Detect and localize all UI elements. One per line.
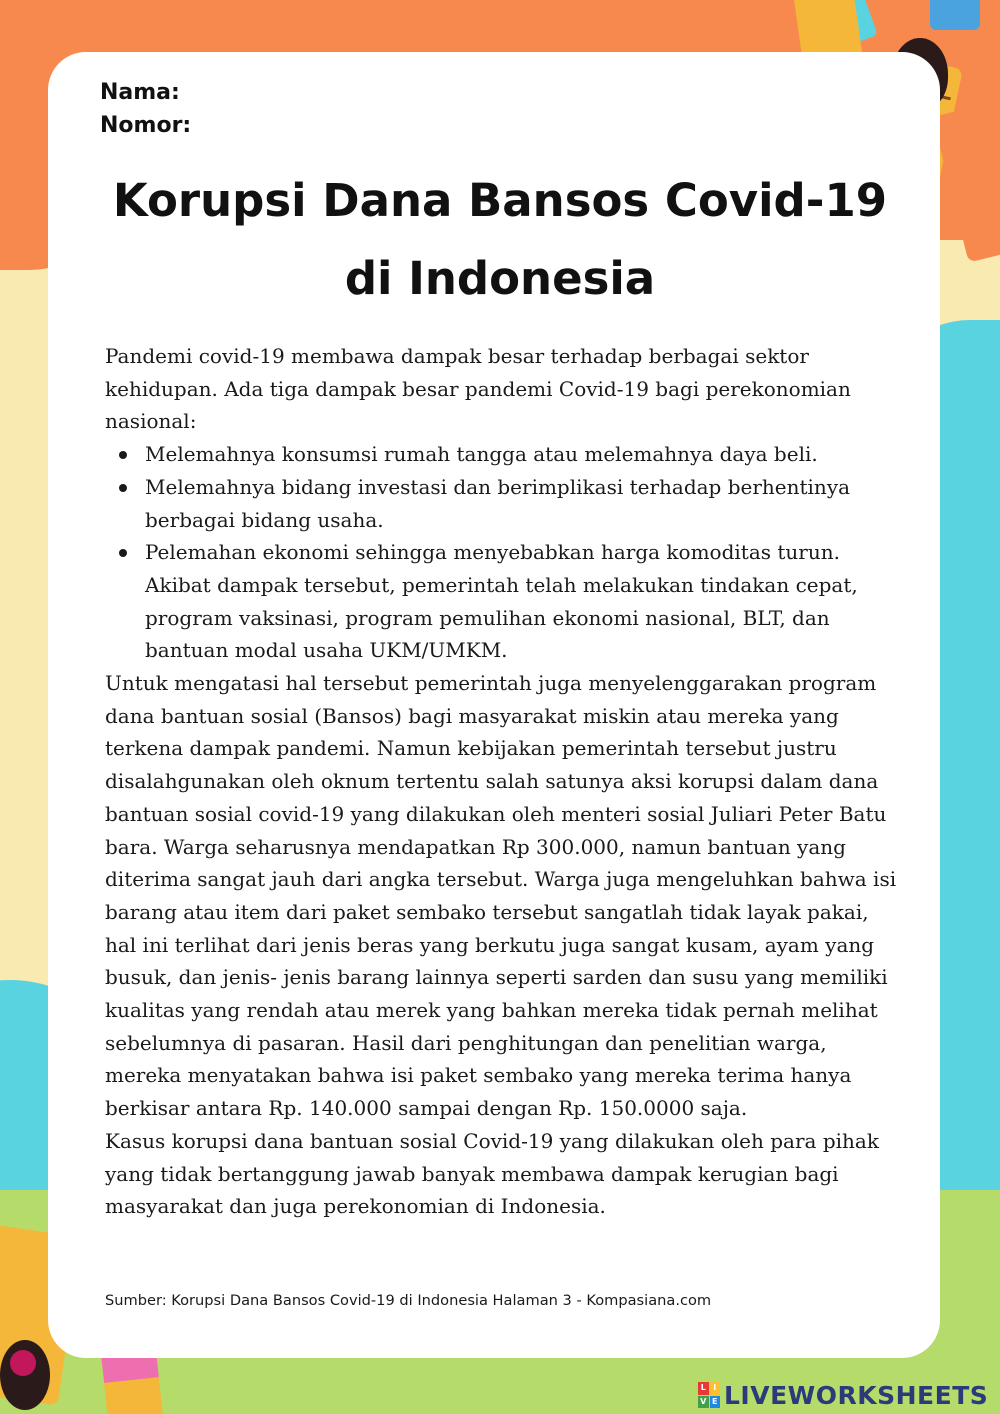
paintbrush-icon: [0, 1340, 50, 1410]
page-title: [60, 162, 940, 318]
list-item: Melemahnya bidang investasi dan berimplikasi terhadap berhentinya berbagai bidang usaha.: [145, 471, 905, 536]
number-label: Nomor:: [100, 113, 192, 138]
liveworksheets-brand: LIVEWORKSHEETS: [724, 1380, 989, 1410]
student-info: [100, 76, 191, 142]
marker-cap-icon: [930, 0, 980, 30]
list-item: Pelemahan ekonomi sehingga menyebabkan harga komoditas turun. Akibat dampak tersebut, pemerintah telah melakukan tindakan cepat, program vaksinasi, program pemulihan ekonomi nasional, BLT, dan bantuan modal usaha UKM/UMKM.: [145, 536, 905, 667]
intro-paragraph: Pandemi covid-19 membawa dampak besar terhadap berbagai sektor kehidupan. Ada tiga dampak besar pandemi Covid-19 bagi perekonomian nasional:: [105, 344, 851, 434]
title-line-2: di Indonesia: [344, 252, 656, 305]
impact-list: [105, 438, 905, 667]
list-item: Melemahnya konsumsi rumah tangga atau melemahnya daya beli.: [145, 438, 905, 471]
name-label: Nama:: [100, 80, 180, 105]
article-body: [105, 340, 905, 1223]
liveworksheets-logo: [698, 1380, 988, 1410]
source-citation: Sumber: Korupsi Dana Bansos Covid-19 di Indonesia Halaman 3 - Kompasiana.com: [105, 1292, 712, 1309]
body-paragraph-2: Untuk mengatasi hal tersebut pemerintah juga menyelenggarakan program dana bantuan sosial (Bansos) bagi masyarakat miskin atau mereka yang terkena dampak pandemi. Namun kebijakan pemerintah tersebut justru disalahgunakan oleh oknum tertentu salah satunya aksi korupsi dalam dana bantuan sosial covid-19 yang dilakukan oleh menteri sosial Juliari Peter Batu bara. Warga seharusnya mendapatkan Rp 300.000, namun bantuan yang diterima sangat jauh dari angka tersebut. Warga juga mengeluhkan bahwa isi barang atau item dari paket sembako tersebut sangatlah tidak layak pakai, hal ini terlihat dari jenis beras yang berkutu juga sangat kusam, ayam yang busuk, dan jenis- jenis barang lainnya seperti sarden dan susu yang memiliki kualitas yang rendah atau merek yang bahkan mereka tidak pernah melihat sebelumnya di pasaran. Hasil dari penghitungan dan penelitian warga, mereka menyatakan bahwa isi paket sembako yang mereka terima hanya berkisar antara Rp. 140.000 sampai dengan Rp. 150.0000 saja.: [105, 671, 897, 1121]
liveworksheets-icon: L I V E: [698, 1382, 720, 1408]
title-line-1: Korupsi Dana Bansos Covid-19: [112, 174, 888, 227]
body-paragraph-3: Kasus korupsi dana bantuan sosial Covid-19 yang dilakukan oleh para pihak yang tidak bertanggung jawab banyak membawa dampak kerugian bagi masyarakat dan juga perekonomian di Indonesia.: [105, 1128, 879, 1219]
